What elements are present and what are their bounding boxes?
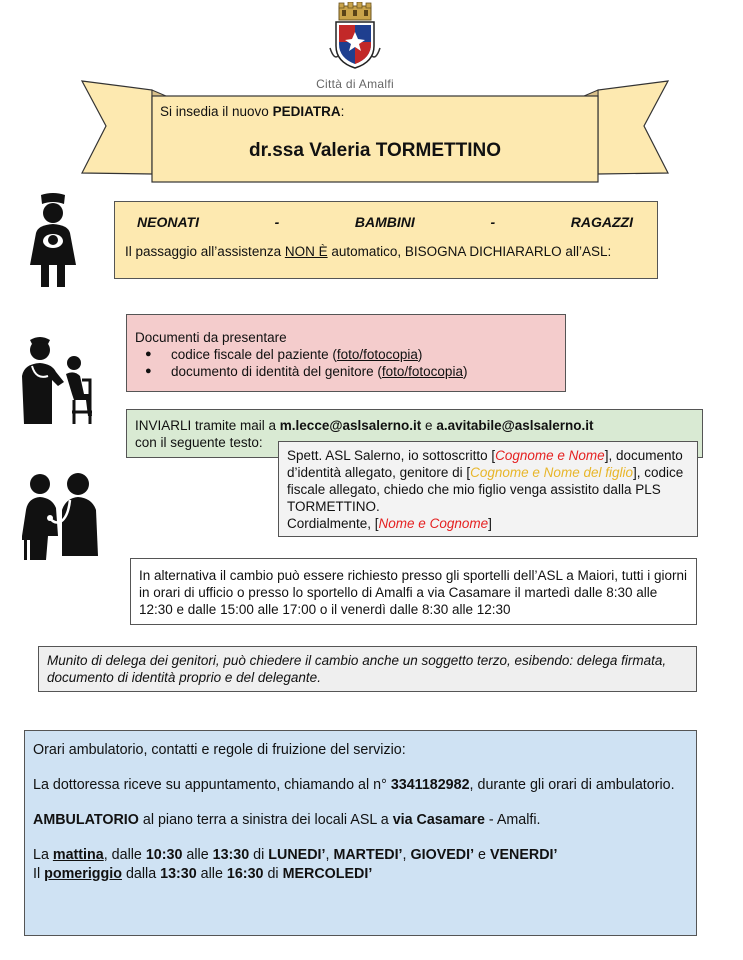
email-line-2: con il seguente testo: xyxy=(135,435,263,450)
hours-text: , dalle xyxy=(103,847,146,863)
day-friday: VENERDI’ xyxy=(489,847,558,863)
afternoon-label: pomeriggio xyxy=(44,866,122,882)
placeholder-parent-name: Cognome e Nome xyxy=(495,448,605,463)
appointment-info xyxy=(33,776,688,795)
transfer-note xyxy=(125,243,639,260)
letter-text: Spett. ASL Salerno, io sottoscritto [ xyxy=(287,448,496,463)
morning-start: 10:30 xyxy=(145,847,183,863)
doctor-name-title: dr.ssa Valeria TORMETTINO xyxy=(248,140,502,161)
document-item-end: ) xyxy=(462,364,468,379)
hours-text: alle xyxy=(182,847,213,863)
document-item xyxy=(171,363,557,380)
hours-text: dalla xyxy=(121,866,161,882)
delegation-box: Munito di delega dei genitori, può chiedere il cambio anche un soggetto terzo, esibendo: delega firmata, documento di identità proprio e del delegante. xyxy=(38,646,697,692)
appointment-text: La dottoressa riceve su appuntamento, chiamando al n° xyxy=(33,777,391,793)
email-line-mid: e xyxy=(421,418,437,433)
day-tuesday: MARTEDI’ xyxy=(333,847,403,863)
day-monday: LUNEDI’ xyxy=(268,847,326,863)
morning-hours xyxy=(33,846,688,865)
clinic-location xyxy=(33,811,688,830)
morning-end: 13:30 xyxy=(212,847,250,863)
title-banner xyxy=(80,78,670,186)
doctor-examining-child-icon xyxy=(18,336,98,428)
age-group-teenagers: RAGAZZI xyxy=(570,214,633,230)
banner-intro-text: Si insedia il nuovo xyxy=(160,104,273,119)
document-item-text: documento di identità del genitore ( xyxy=(171,364,382,379)
doctor-with-stethoscope-icon xyxy=(20,470,102,562)
clinic-location-text: al piano terra a sinistra dei locali ASL a xyxy=(138,812,393,828)
afternoon-end: 16:30 xyxy=(226,866,264,882)
banner-intro xyxy=(160,104,344,119)
document-item-text: codice fiscale del paziente ( xyxy=(171,347,337,362)
letter-text: ] xyxy=(488,516,492,531)
hours-text: alle xyxy=(196,866,227,882)
afternoon-start: 13:30 xyxy=(160,866,197,882)
hours-text: La xyxy=(33,847,53,863)
age-separator: - xyxy=(490,214,496,230)
letter-text: ], documento d’identità allegato, genitore di [ xyxy=(287,448,683,480)
document-item-underlined: foto/fotocopia xyxy=(336,347,418,362)
info-heading: Orari ambulatorio, contatti e regole di fruizione del servizio: xyxy=(33,742,406,758)
letter-template-box xyxy=(278,441,698,537)
banner-intro-end: : xyxy=(340,104,345,119)
hours-text: di xyxy=(263,866,283,882)
email-line xyxy=(135,417,694,434)
hours-text: di xyxy=(249,847,269,863)
age-groups-box xyxy=(114,201,658,279)
city-caption: Città di Amalfi xyxy=(316,77,394,91)
documents-heading: Documenti da presentare xyxy=(135,330,287,345)
transfer-note-emphasis: NON È xyxy=(284,244,328,259)
transfer-note-post: automatico, BISOGNA DICHIARARLO all’ASL: xyxy=(327,244,612,259)
hours-text: Il xyxy=(33,866,45,882)
hours-text: e xyxy=(474,847,490,863)
phone-number[interactable]: 3341182982 xyxy=(390,777,470,793)
morning-label: mattina xyxy=(52,847,104,863)
email-address-1[interactable]: m.lecce@aslsalerno.it xyxy=(279,418,422,433)
hours-text: , xyxy=(325,847,334,863)
alternative-box: In alternativa il cambio può essere richiesto presso gli sportelli dell’ASL a Maiori, tutti i giorni in orari di ufficio o presso lo sportello di Amalfi a via Casamare il martedì dalle 8:30 alle 12:30 e dalle 15:00 alle 17:00 o il venerdì dalle 8:30 alle 12:30 xyxy=(130,558,697,625)
document-item-underlined: foto/fotocopia xyxy=(381,364,463,379)
documents-list xyxy=(135,346,557,380)
transfer-note-pre: Il passaggio all’assistenza xyxy=(125,244,285,259)
day-thursday: GIOVEDI’ xyxy=(410,847,475,863)
age-groups-row xyxy=(125,214,639,231)
age-group-children: BAMBINI xyxy=(354,214,415,230)
afternoon-hours xyxy=(33,865,688,884)
clinic-label: AMBULATORIO xyxy=(33,812,139,828)
letter-closing: Cordialmente, [ xyxy=(287,516,379,531)
day-wednesday: MERCOLEDI’ xyxy=(282,866,373,882)
banner-intro-bold: PEDIATRA xyxy=(272,104,341,119)
email-line-pre: INVIARLI tramite mail a xyxy=(135,418,280,433)
clinic-info-box xyxy=(24,730,697,936)
clinic-street: via Casamare xyxy=(392,812,485,828)
placeholder-child-name: Cognome e Nome del figlio xyxy=(470,465,633,480)
document-item-end: ) xyxy=(417,347,423,362)
clinic-location-end: - Amalfi. xyxy=(484,812,541,828)
document-item xyxy=(171,346,557,363)
nurse-with-baby-icon xyxy=(30,193,76,289)
age-separator: - xyxy=(274,214,280,230)
age-group-newborns: NEONATI xyxy=(137,214,199,230)
documents-box xyxy=(126,314,566,392)
email-address-2[interactable]: a.avitabile@aslsalerno.it xyxy=(436,418,594,433)
hours-text: , xyxy=(402,847,411,863)
letter-text: ], codice fiscale allegato, chiedo che mio figlio venga assistito dalla PLS TORMETTINO. xyxy=(287,465,684,514)
appointment-text-end: , durante gli orari di ambulatorio. xyxy=(469,777,675,793)
coat-of-arms-icon xyxy=(328,2,382,72)
placeholder-signature: Nome e Cognome xyxy=(378,516,489,531)
